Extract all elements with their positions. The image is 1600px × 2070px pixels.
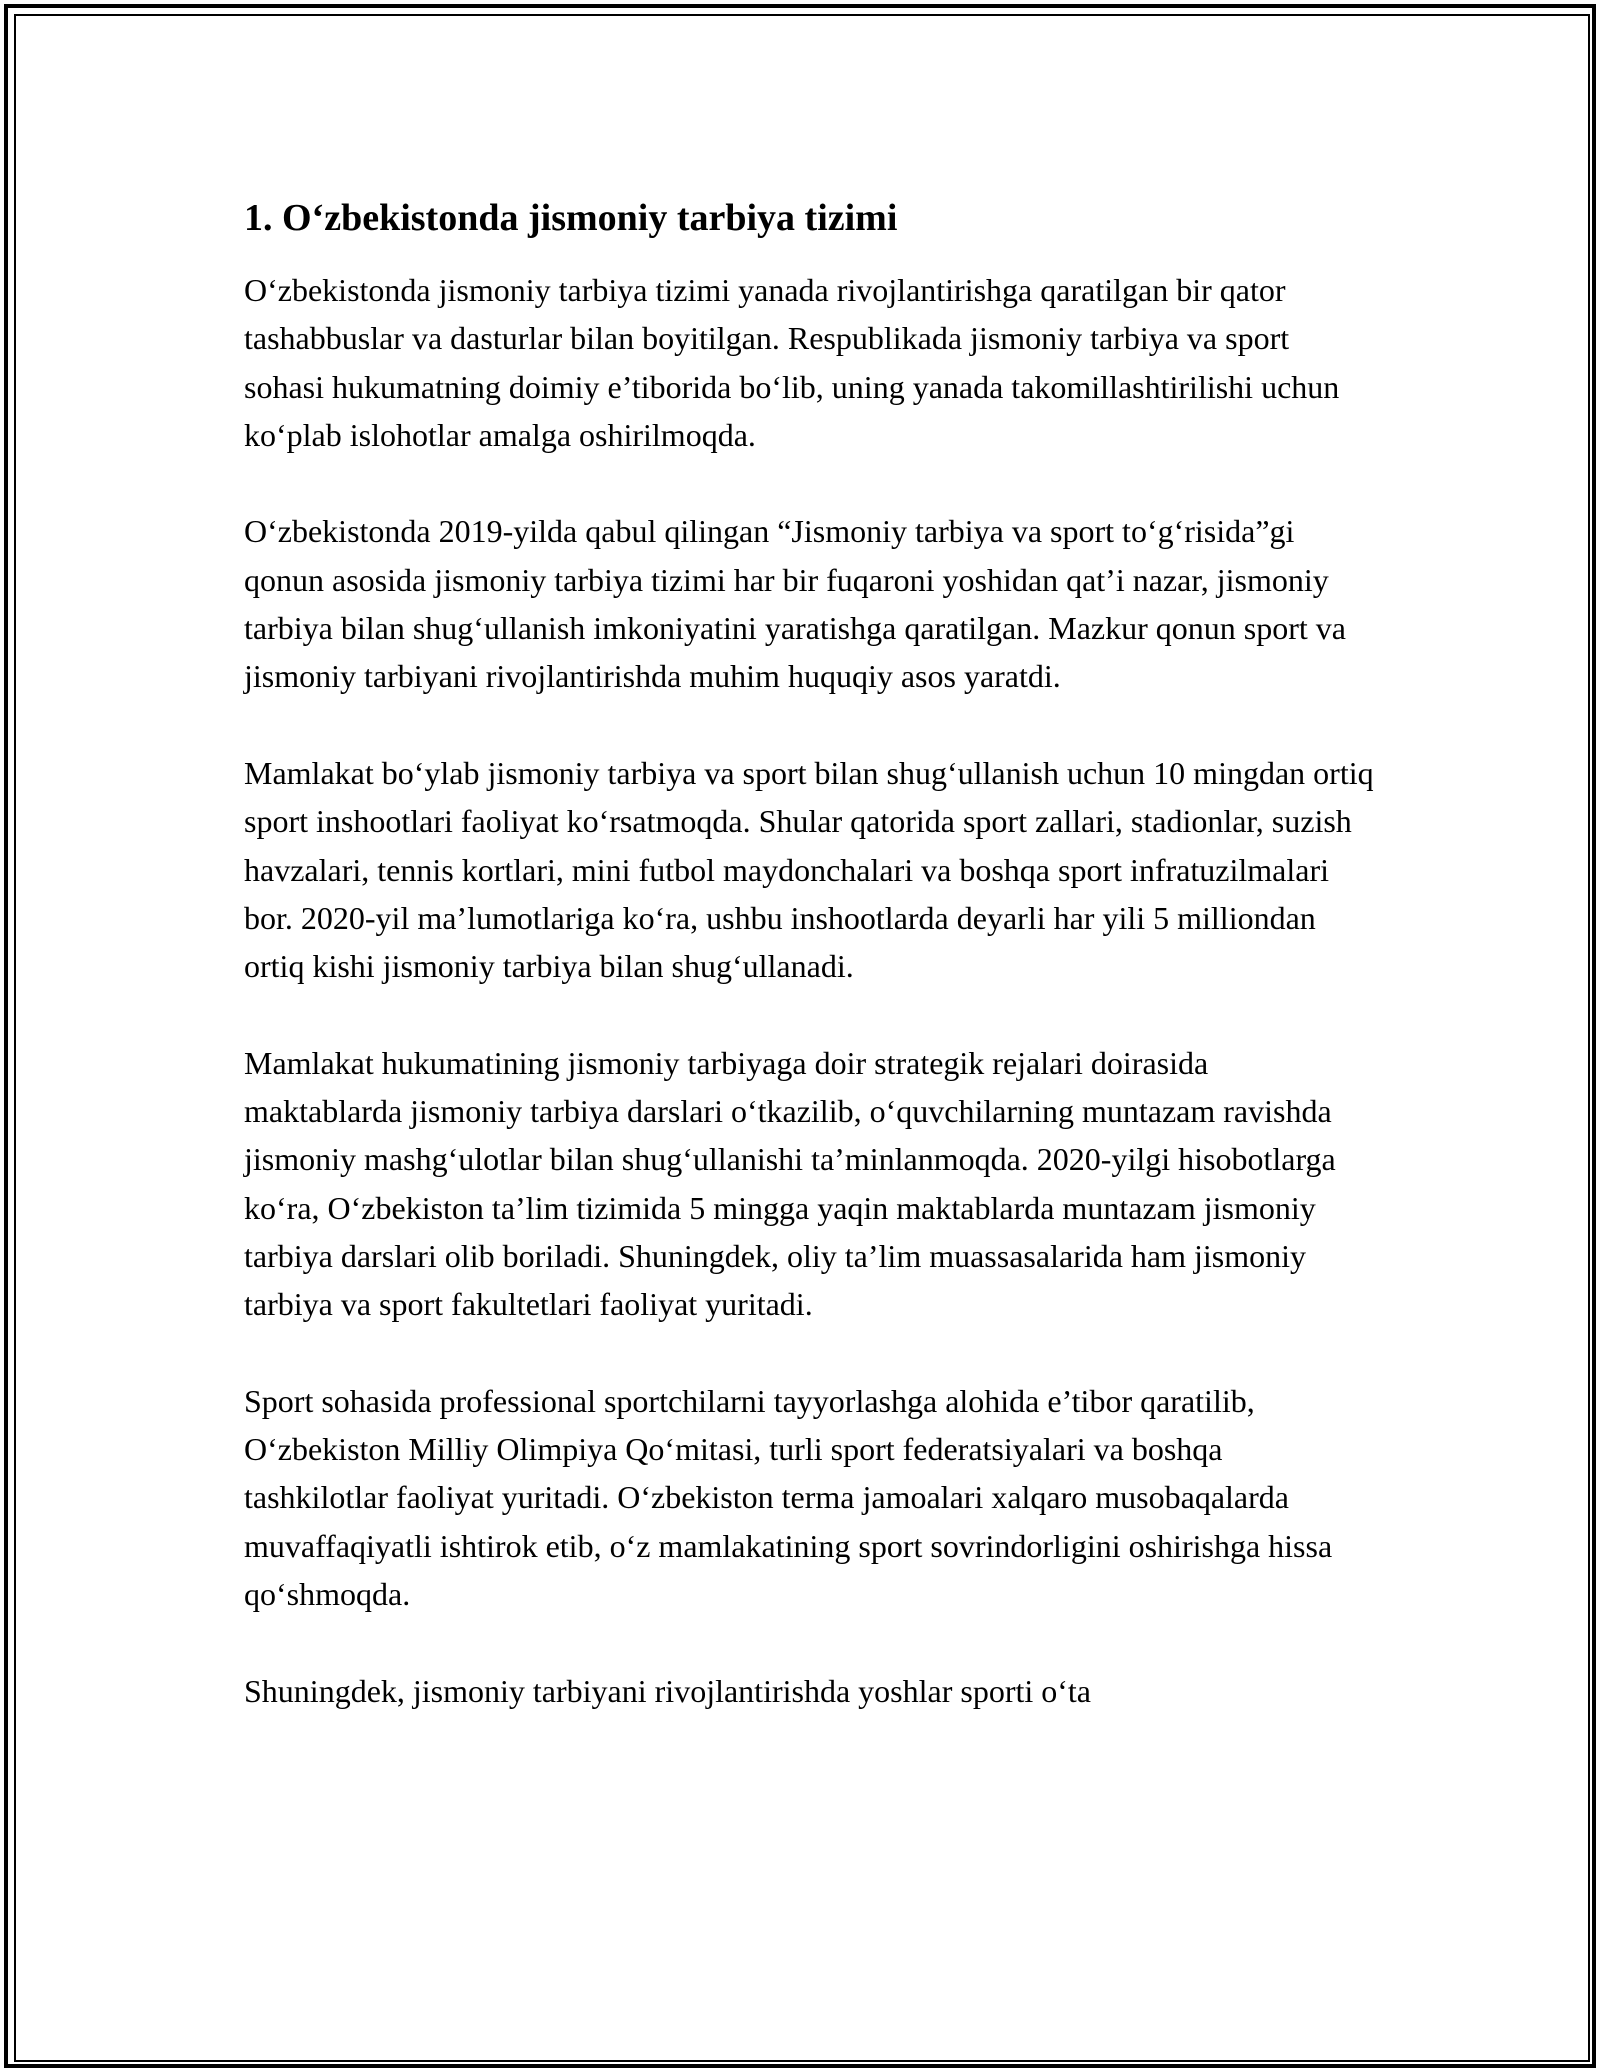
- paragraph-2: Oʻzbekistonda 2019-yilda qabul qilingan “Jismoniy tarbiya va sport toʻgʻrisida”gi qonun asosida jismoniy tarbiya tizimi har bir fuqaroni yoshidan qat’i nazar, jismoniy tarbiya bilan shugʻullanish imkoniyatini yaratishga qaratilgan. Mazkur qonun sport va jismoniy tarbiyani rivojlantirishda muhim huquqiy asos yaratdi.: [244, 513, 1346, 695]
- paragraph-5: Sport sohasida professional sportchilarni tayyorlashga alohida e’tibor qaratilib, Oʻzbekiston Milliy Olimpiya Qoʻmitasi, turli sport federatsiyalari va boshqa tashkilotlar faoliyat yuritadi. Oʻzbekiston terma jamoalari xalqaro musobaqalarda muvaffaqiyatli ishtirok etib, oʻz mamlakatining sport sovrindorligini oshirishga hissa qoʻshmoqda.: [244, 1382, 1333, 1613]
- paragraph-4: Mamlakat hukumatining jismoniy tarbiyaga doir strategik rejalari doirasida maktablarda jismoniy tarbiya darslari oʻtkazilib, oʻquvchilarning muntazam ravishda jismoniy mashgʻulotlar bilan shugʻullanishi ta’minlanmoqda. 2020-yilgi hisobotlarga koʻra, Oʻzbekiston ta’lim tizimida 5 mingga yaqin maktablarda muntazam jismoniy tarbiya darslari olib boriladi. Shuningdek, oliy ta’lim muassasalarida ham jismoniy tarbiya va sport fakultetlari faoliyat yuritadi.: [244, 1044, 1336, 1323]
- paragraph-3: Mamlakat boʻylab jismoniy tarbiya va sport bilan shugʻullanish uchun 10 mingdan ortiq sport inshootlari faoliyat koʻrsatmoqda. Shular qatorida sport zallari, stadionlar, suzish havzalari, tennis kortlari, mini futbol maydonchalari va boshqa sport infratuzilmalari bor. 2020-yil ma’lumotlariga koʻra, ushbu inshootlarda deyarli har yili 5 milliondan ortiq kishi jismoniy tarbiya bilan shugʻullanadi.: [244, 754, 1374, 985]
- paragraph-6: Shuningdek, jismoniy tarbiyani rivojlantirishda yoshlar sporti oʻta: [244, 1672, 1091, 1709]
- section-heading: 1. Oʻzbekistonda jismoniy tarbiya tizimi: [244, 197, 898, 239]
- page-frame: [4, 4, 1596, 2068]
- paragraph-1: Oʻzbekistonda jismoniy tarbiya tizimi yanada rivojlantirishga qaratilgan bir qator tashabbuslar va dasturlar bilan boyitilgan. Respublikada jismoniy tarbiya va sport sohasi hukumatning doimiy e’tiborida boʻlib, uning yanada takomillashtirilishi uchun koʻplab islohotlar amalga oshirilmoqda.: [244, 272, 1340, 453]
- document-body: [244, 194, 1374, 1715]
